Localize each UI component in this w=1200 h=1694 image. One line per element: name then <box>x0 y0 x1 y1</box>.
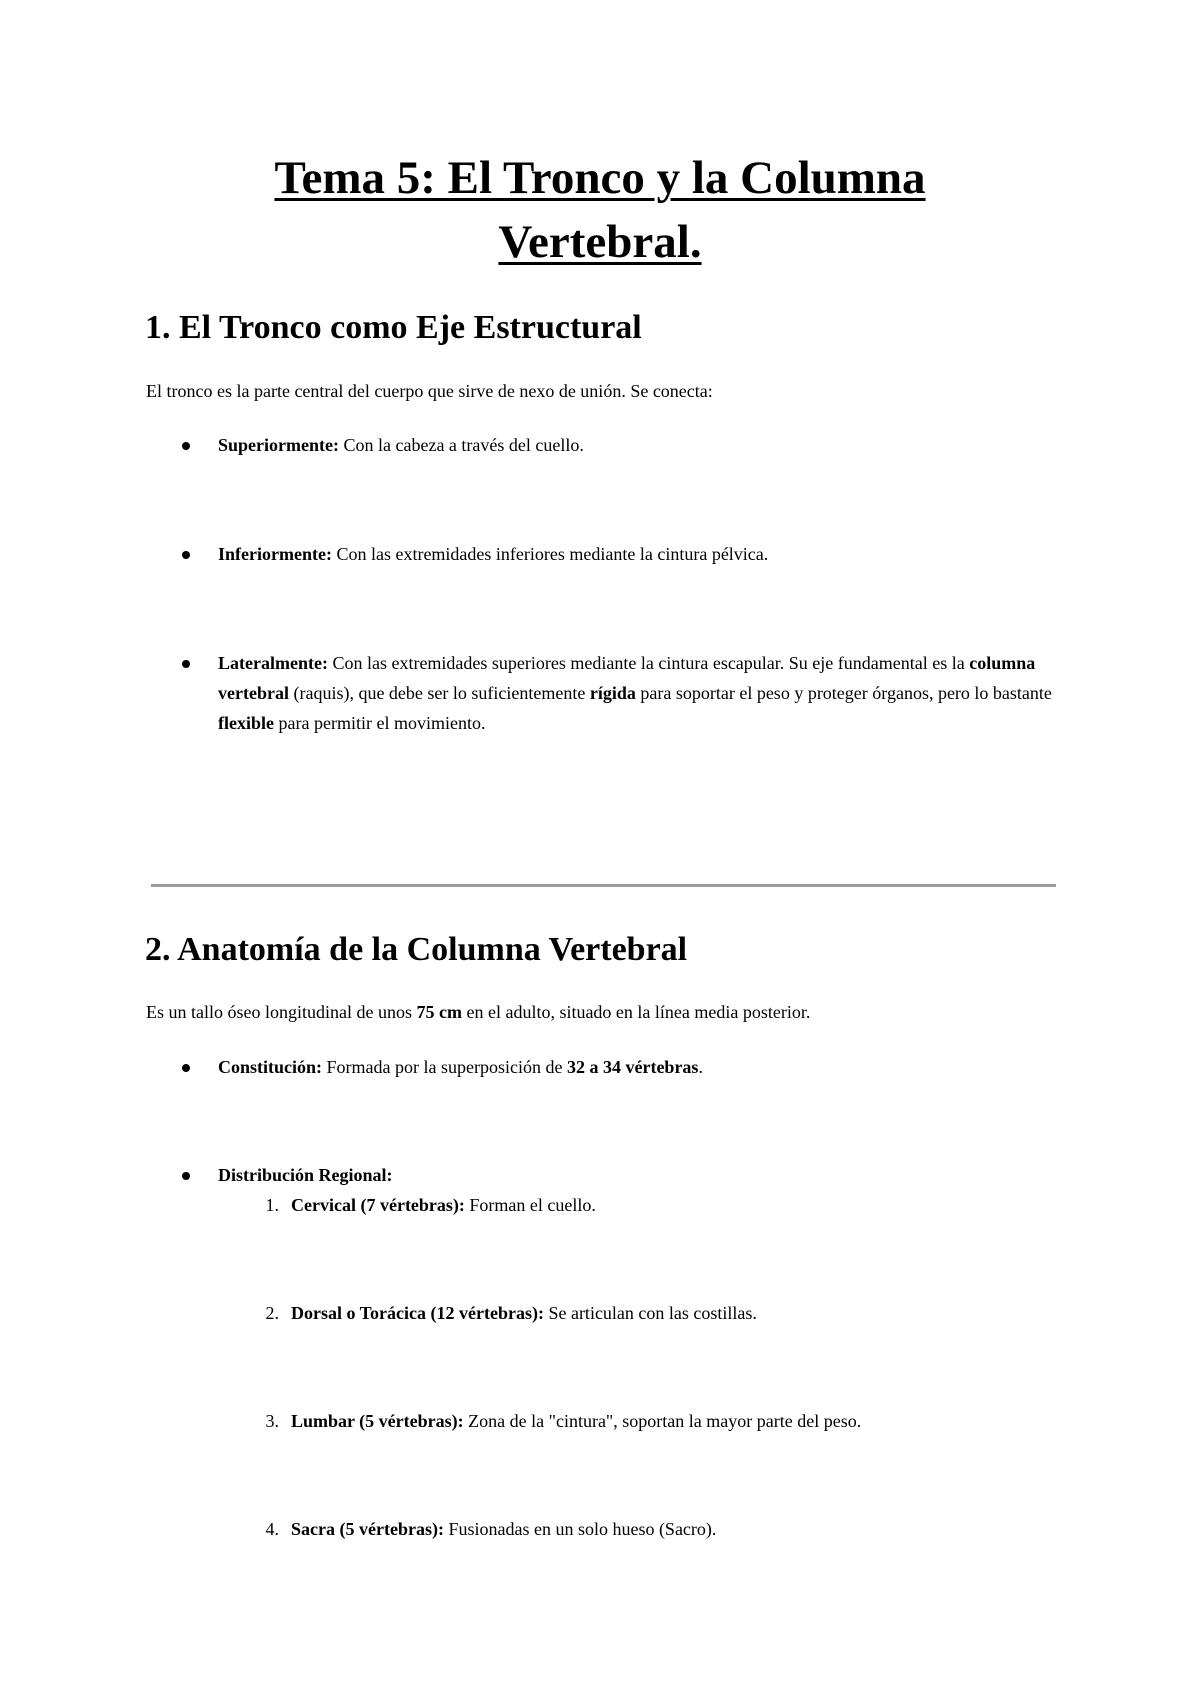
region-item-sacra <box>265 1514 1071 1544</box>
region-label: Dorsal o Torácica (12 vértebras): <box>291 1303 544 1323</box>
bullet-text: (raquis), que debe ser lo suficientemente <box>288 683 590 703</box>
region-text: Fusionadas en un solo hueso (Sacro). <box>443 1519 717 1539</box>
region-item-cervical <box>265 1190 1071 1220</box>
bullet-lateralmente <box>218 648 1058 738</box>
bullet-text: . <box>698 1057 703 1077</box>
section-2-heading: 2. Anatomía de la Columna Vertebral <box>145 931 688 968</box>
bullet-dot-icon <box>182 551 190 559</box>
section-1-intro: El tronco es la parte central del cuerpo que sirve de nexo de unión. Se conecta: <box>146 381 713 401</box>
bullet-text: para soportar el peso y proteger órganos, pero lo bastante <box>635 683 1052 703</box>
list-number: 2. <box>265 1303 279 1323</box>
bullet-dot-icon <box>182 660 190 668</box>
region-label: Sacra (5 vértebras): <box>291 1519 444 1539</box>
bullet-label: Lateralmente: <box>218 653 328 673</box>
horizontal-divider <box>151 884 1056 887</box>
bold-term: 75 cm <box>416 1002 462 1022</box>
region-item-lumbar <box>265 1406 1071 1436</box>
bullet-label: Superiormente: <box>218 435 339 455</box>
bold-term: flexible <box>218 713 274 733</box>
region-label: Lumbar (5 vértebras): <box>291 1411 464 1431</box>
bullet-superiormente <box>218 430 1058 460</box>
list-number: 1. <box>265 1195 279 1215</box>
bullet-constitucion <box>218 1052 1058 1082</box>
bullet-text: para permitir el movimiento. <box>274 713 486 733</box>
section-1-heading: 1. El Tronco como Eje Estructural <box>145 309 642 346</box>
document-title <box>150 146 1050 274</box>
bullet-label: Constitución: <box>218 1057 323 1077</box>
bullet-text: Con las extremidades superiores mediante la cintura escapular. Su eje fundamental es la <box>327 653 970 673</box>
list-number: 4. <box>265 1519 279 1539</box>
bullet-text: Con la cabeza a través del cuello. <box>338 435 584 455</box>
bold-term: 32 a 34 vértebras <box>566 1057 699 1077</box>
bullet-dot-icon <box>182 442 190 450</box>
bullet-label: Distribución Regional: <box>218 1165 393 1185</box>
bullet-dot-icon <box>182 1064 190 1072</box>
bold-term: rígida <box>589 683 636 703</box>
region-item-dorsal <box>265 1298 1071 1328</box>
region-text: Se articulan con las costillas. <box>543 1303 757 1323</box>
list-number: 3. <box>265 1411 279 1431</box>
region-text: Zona de la "cintura", soportan la mayor parte del peso. <box>463 1411 862 1431</box>
section-2-intro <box>146 998 1066 1027</box>
bullet-text: Formada por la superposición de <box>322 1057 567 1077</box>
bold-term: columna vertebral <box>218 653 1036 703</box>
bullet-distribucion <box>218 1160 1058 1190</box>
title-line-2: Vertebral. <box>498 216 702 268</box>
region-text: Forman el cuello. <box>464 1195 596 1215</box>
region-label: Cervical (7 vértebras): <box>291 1195 465 1215</box>
bullet-text: Con las extremidades inferiores mediante la cintura pélvica. <box>331 544 769 564</box>
title-line-1: Tema 5: El Tronco y la Columna <box>274 152 926 204</box>
intro-text: en el adulto, situado en la línea media posterior. <box>461 1002 811 1022</box>
bullet-label: Inferiormente: <box>218 544 332 564</box>
intro-text: Es un tallo óseo longitudinal de unos <box>146 1002 417 1022</box>
bullet-inferiormente <box>218 539 1058 569</box>
bullet-dot-icon <box>182 1172 190 1180</box>
